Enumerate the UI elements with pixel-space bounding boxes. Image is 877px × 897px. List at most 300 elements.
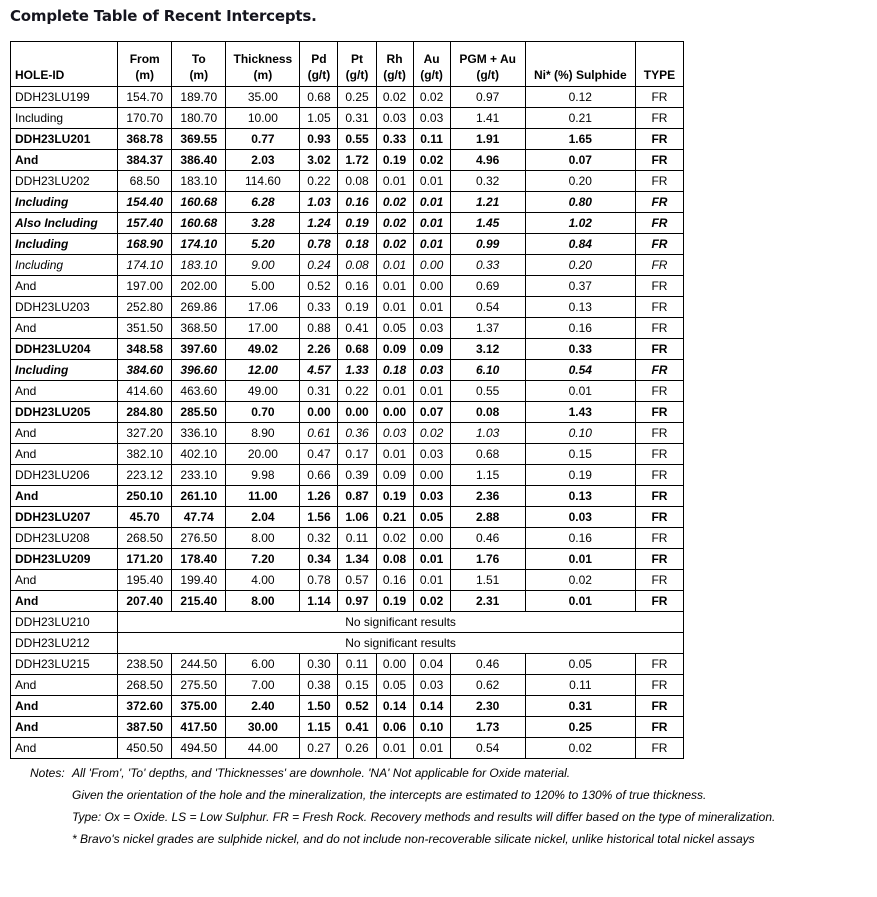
- table-cell: 2.36: [450, 486, 525, 507]
- table-cell: 20.00: [226, 444, 300, 465]
- note-line: [30, 810, 869, 824]
- table-cell: 0.14: [376, 696, 413, 717]
- table-cell: 0.05: [376, 675, 413, 696]
- table-cell: 0.11: [338, 528, 376, 549]
- table-cell: 0.97: [338, 591, 376, 612]
- table-cell: 178.40: [172, 549, 226, 570]
- notes-label-spacer: [30, 832, 72, 846]
- table-cell: 0.01: [413, 570, 450, 591]
- table-cell: 0.39: [338, 465, 376, 486]
- table-row: [11, 465, 684, 486]
- table-row: [11, 129, 684, 150]
- table-cell: 238.50: [118, 654, 172, 675]
- table-cell: 183.10: [172, 171, 226, 192]
- table-cell: 0.69: [450, 276, 525, 297]
- table-cell: 0.15: [338, 675, 376, 696]
- table-cell: 0.88: [300, 318, 338, 339]
- table-cell: FR: [635, 213, 683, 234]
- table-cell: 0.54: [450, 738, 525, 759]
- table-cell: 0.55: [450, 381, 525, 402]
- table-cell: 154.40: [118, 192, 172, 213]
- notes-label: Notes:: [30, 766, 65, 780]
- table-cell: 1.02: [525, 213, 635, 234]
- table-cell: 0.09: [376, 465, 413, 486]
- table-row: [11, 171, 684, 192]
- table-row: [11, 528, 684, 549]
- table-cell: 0.31: [525, 696, 635, 717]
- table-cell: 1.21: [450, 192, 525, 213]
- table-cell: 1.72: [338, 150, 376, 171]
- table-cell: DDH23LU212: [11, 633, 118, 654]
- column-header: From (m): [118, 42, 172, 87]
- table-cell: FR: [635, 318, 683, 339]
- table-cell: 0.99: [450, 234, 525, 255]
- table-cell: 368.50: [172, 318, 226, 339]
- table-cell: 0.19: [376, 591, 413, 612]
- table-cell: 1.03: [300, 192, 338, 213]
- table-cell: 202.00: [172, 276, 226, 297]
- table-cell: DDH23LU203: [11, 297, 118, 318]
- table-cell: 17.00: [226, 318, 300, 339]
- table-cell: 0.80: [525, 192, 635, 213]
- table-cell: 275.50: [172, 675, 226, 696]
- table-cell: 0.16: [376, 570, 413, 591]
- table-cell: 252.80: [118, 297, 172, 318]
- table-cell: 0.46: [450, 528, 525, 549]
- note-text: Given the orientation of the hole and the mineralization, the intercepts are estimated to 120% to 130% of true thickness.: [72, 788, 707, 802]
- table-cell: 276.50: [172, 528, 226, 549]
- table-cell: 1.15: [300, 717, 338, 738]
- notes-section: [30, 766, 869, 846]
- table-cell: 0.01: [376, 738, 413, 759]
- table-cell: FR: [635, 234, 683, 255]
- table-cell: 6.28: [226, 192, 300, 213]
- table-cell: 0.16: [338, 276, 376, 297]
- table-row: [11, 108, 684, 129]
- table-cell: And: [11, 591, 118, 612]
- table-row: [11, 612, 684, 633]
- table-row: [11, 444, 684, 465]
- table-cell: 0.02: [413, 87, 450, 108]
- table-cell: 1.41: [450, 108, 525, 129]
- table-cell: 494.50: [172, 738, 226, 759]
- notes-label-spacer: [30, 788, 72, 802]
- table-body: [11, 87, 684, 759]
- table-cell: 351.50: [118, 318, 172, 339]
- table-cell: 397.60: [172, 339, 226, 360]
- table-cell: 0.00: [376, 654, 413, 675]
- table-cell: 180.70: [172, 108, 226, 129]
- table-cell: Including: [11, 192, 118, 213]
- table-cell: 0.78: [300, 234, 338, 255]
- table-cell: 0.17: [338, 444, 376, 465]
- table-row: [11, 717, 684, 738]
- table-cell: 0.02: [413, 591, 450, 612]
- table-cell: 0.01: [413, 297, 450, 318]
- table-cell: 0.05: [413, 507, 450, 528]
- table-cell: DDH23LU199: [11, 87, 118, 108]
- table-cell: 0.93: [300, 129, 338, 150]
- column-header: Thickness (m): [226, 42, 300, 87]
- table-cell: And: [11, 570, 118, 591]
- table-cell: 0.06: [376, 717, 413, 738]
- table-cell: 387.50: [118, 717, 172, 738]
- table-cell: 0.03: [376, 423, 413, 444]
- table-cell: 382.10: [118, 444, 172, 465]
- table-cell: 0.22: [300, 171, 338, 192]
- table-cell: FR: [635, 381, 683, 402]
- table-cell: 1.26: [300, 486, 338, 507]
- table-cell: 0.02: [525, 570, 635, 591]
- table-cell: FR: [635, 465, 683, 486]
- column-header: PGM + Au (g/t): [450, 42, 525, 87]
- table-cell: DDH23LU206: [11, 465, 118, 486]
- table-cell: And: [11, 675, 118, 696]
- table-cell: 0.32: [300, 528, 338, 549]
- table-cell: DDH23LU205: [11, 402, 118, 423]
- table-cell: 3.12: [450, 339, 525, 360]
- table-cell: 463.60: [172, 381, 226, 402]
- table-cell: FR: [635, 87, 683, 108]
- table-row: [11, 507, 684, 528]
- note-text: Type: Ox = Oxide. LS = Low Sulphur. FR = Fresh Rock. Recovery methods and results will differ based on the type of mineralization.: [72, 810, 776, 824]
- table-cell: 0.41: [338, 717, 376, 738]
- table-cell: 35.00: [226, 87, 300, 108]
- table-cell: 0.01: [413, 381, 450, 402]
- table-cell: 0.01: [413, 234, 450, 255]
- table-cell: 233.10: [172, 465, 226, 486]
- table-cell: 8.90: [226, 423, 300, 444]
- table-cell: FR: [635, 486, 683, 507]
- table-cell: 0.09: [376, 339, 413, 360]
- table-cell: 0.01: [525, 591, 635, 612]
- table-cell: 0.52: [338, 696, 376, 717]
- table-cell: 369.55: [172, 129, 226, 150]
- table-cell: 0.03: [413, 318, 450, 339]
- table-row: [11, 423, 684, 444]
- table-cell: FR: [635, 360, 683, 381]
- table-cell: 0.70: [226, 402, 300, 423]
- table-cell: FR: [635, 192, 683, 213]
- table-cell: 0.00: [413, 255, 450, 276]
- table-cell: 0.16: [525, 528, 635, 549]
- table-cell: And: [11, 717, 118, 738]
- table-cell: 0.01: [376, 444, 413, 465]
- table-cell: 1.33: [338, 360, 376, 381]
- column-header: Pt (g/t): [338, 42, 376, 87]
- table-cell: 0.19: [376, 150, 413, 171]
- table-cell: DDH23LU201: [11, 129, 118, 150]
- table-cell: DDH23LU210: [11, 612, 118, 633]
- table-row: [11, 381, 684, 402]
- table-cell: 0.00: [300, 402, 338, 423]
- table-cell: 0.01: [413, 171, 450, 192]
- table-cell: 10.00: [226, 108, 300, 129]
- column-header: Ni* (%) Sulphide: [525, 42, 635, 87]
- table-cell: 0.09: [413, 339, 450, 360]
- table-row: [11, 192, 684, 213]
- table-cell: 348.58: [118, 339, 172, 360]
- table-cell: 0.33: [525, 339, 635, 360]
- table-cell: 197.00: [118, 276, 172, 297]
- table-cell: 160.68: [172, 213, 226, 234]
- table-cell: 0.13: [525, 486, 635, 507]
- table-header: [11, 42, 684, 87]
- table-cell: 1.45: [450, 213, 525, 234]
- table-row: [11, 486, 684, 507]
- table-cell: 1.05: [300, 108, 338, 129]
- table-cell: 0.22: [338, 381, 376, 402]
- table-header-row: [11, 42, 684, 87]
- table-cell: 0.02: [376, 528, 413, 549]
- column-header: To (m): [172, 42, 226, 87]
- table-cell: 2.31: [450, 591, 525, 612]
- table-cell: 12.00: [226, 360, 300, 381]
- table-cell: 4.96: [450, 150, 525, 171]
- table-row: [11, 213, 684, 234]
- table-cell: 0.66: [300, 465, 338, 486]
- table-cell: 0.02: [376, 87, 413, 108]
- table-cell: 0.62: [450, 675, 525, 696]
- table-row: [11, 234, 684, 255]
- table-cell: 0.32: [450, 171, 525, 192]
- table-cell: FR: [635, 402, 683, 423]
- table-cell: 0.24: [300, 255, 338, 276]
- table-cell: FR: [635, 717, 683, 738]
- table-cell: And: [11, 444, 118, 465]
- table-row: [11, 654, 684, 675]
- table-cell: 0.33: [376, 129, 413, 150]
- table-cell: 4.00: [226, 570, 300, 591]
- table-cell: 1.14: [300, 591, 338, 612]
- table-cell: 1.76: [450, 549, 525, 570]
- intercepts-table: [10, 41, 684, 759]
- table-cell: 68.50: [118, 171, 172, 192]
- table-cell: 261.10: [172, 486, 226, 507]
- table-cell: 0.19: [338, 297, 376, 318]
- table-row: [11, 87, 684, 108]
- table-cell: 0.05: [376, 318, 413, 339]
- table-cell: 0.02: [376, 213, 413, 234]
- table-cell: 0.52: [300, 276, 338, 297]
- table-cell: 0.03: [413, 360, 450, 381]
- table-cell: 0.26: [338, 738, 376, 759]
- table-cell: 199.40: [172, 570, 226, 591]
- table-cell: 0.10: [413, 717, 450, 738]
- table-cell: FR: [635, 507, 683, 528]
- table-cell: 0.68: [450, 444, 525, 465]
- table-cell: 0.12: [525, 87, 635, 108]
- table-cell: 402.10: [172, 444, 226, 465]
- table-cell: 1.91: [450, 129, 525, 150]
- table-cell: 223.12: [118, 465, 172, 486]
- table-cell: 268.50: [118, 528, 172, 549]
- table-cell: 2.03: [226, 150, 300, 171]
- table-cell: FR: [635, 591, 683, 612]
- table-cell: 0.34: [300, 549, 338, 570]
- table-cell: 0.16: [338, 192, 376, 213]
- table-cell: 0.00: [376, 402, 413, 423]
- table-cell: 0.21: [376, 507, 413, 528]
- table-cell: 0.07: [525, 150, 635, 171]
- table-cell: 174.10: [118, 255, 172, 276]
- table-row: [11, 150, 684, 171]
- table-cell: Including: [11, 360, 118, 381]
- table-cell: 0.33: [300, 297, 338, 318]
- table-cell: 30.00: [226, 717, 300, 738]
- table-row: [11, 297, 684, 318]
- no-significant-results-cell: No significant results: [118, 633, 684, 654]
- table-cell: 1.50: [300, 696, 338, 717]
- table-cell: 0.37: [525, 276, 635, 297]
- table-cell: 0.47: [300, 444, 338, 465]
- table-cell: 2.04: [226, 507, 300, 528]
- notes-label-spacer: [30, 810, 72, 824]
- table-cell: 450.50: [118, 738, 172, 759]
- table-cell: 0.11: [525, 675, 635, 696]
- table-cell: 0.01: [525, 381, 635, 402]
- table-cell: 0.02: [376, 192, 413, 213]
- table-cell: 396.60: [172, 360, 226, 381]
- table-cell: And: [11, 276, 118, 297]
- table-cell: FR: [635, 129, 683, 150]
- table-cell: FR: [635, 171, 683, 192]
- table-cell: 414.60: [118, 381, 172, 402]
- note-line: [30, 832, 869, 846]
- table-cell: 0.10: [525, 423, 635, 444]
- table-cell: 0.01: [376, 255, 413, 276]
- table-cell: DDH23LU204: [11, 339, 118, 360]
- table-cell: 0.08: [338, 255, 376, 276]
- table-cell: 269.86: [172, 297, 226, 318]
- table-cell: 0.00: [413, 528, 450, 549]
- table-cell: 0.01: [376, 276, 413, 297]
- table-cell: 1.56: [300, 507, 338, 528]
- table-cell: 368.78: [118, 129, 172, 150]
- note-line: [30, 766, 869, 780]
- table-cell: 0.54: [525, 360, 635, 381]
- table-cell: 0.19: [338, 213, 376, 234]
- table-cell: 1.15: [450, 465, 525, 486]
- table-cell: 1.43: [525, 402, 635, 423]
- table-cell: 114.60: [226, 171, 300, 192]
- table-cell: 0.02: [413, 150, 450, 171]
- table-cell: 0.38: [300, 675, 338, 696]
- table-cell: 170.70: [118, 108, 172, 129]
- table-cell: 11.00: [226, 486, 300, 507]
- table-cell: And: [11, 150, 118, 171]
- table-cell: 1.65: [525, 129, 635, 150]
- table-row: [11, 675, 684, 696]
- table-row: [11, 360, 684, 381]
- table-cell: 9.98: [226, 465, 300, 486]
- table-cell: 8.00: [226, 528, 300, 549]
- table-cell: FR: [635, 528, 683, 549]
- table-cell: 0.03: [413, 108, 450, 129]
- table-cell: 49.02: [226, 339, 300, 360]
- table-cell: 384.37: [118, 150, 172, 171]
- table-cell: 0.08: [376, 549, 413, 570]
- table-cell: 0.01: [525, 549, 635, 570]
- table-cell: 0.08: [450, 402, 525, 423]
- table-cell: 3.28: [226, 213, 300, 234]
- column-header: Rh (g/t): [376, 42, 413, 87]
- table-cell: 1.73: [450, 717, 525, 738]
- column-header: HOLE-ID: [11, 42, 118, 87]
- table-cell: FR: [635, 276, 683, 297]
- table-cell: 0.08: [338, 171, 376, 192]
- table-cell: 0.01: [413, 192, 450, 213]
- table-cell: 284.80: [118, 402, 172, 423]
- table-cell: 327.20: [118, 423, 172, 444]
- table-cell: 0.31: [338, 108, 376, 129]
- table-cell: 0.01: [413, 213, 450, 234]
- table-cell: 0.11: [338, 654, 376, 675]
- table-row: [11, 402, 684, 423]
- table-cell: And: [11, 696, 118, 717]
- table-cell: 0.31: [300, 381, 338, 402]
- table-cell: 8.00: [226, 591, 300, 612]
- table-cell: 174.10: [172, 234, 226, 255]
- table-cell: 0.77: [226, 129, 300, 150]
- table-cell: 189.70: [172, 87, 226, 108]
- table-cell: 2.40: [226, 696, 300, 717]
- table-cell: 157.40: [118, 213, 172, 234]
- table-cell: Including: [11, 234, 118, 255]
- table-cell: 4.57: [300, 360, 338, 381]
- table-cell: 0.02: [376, 234, 413, 255]
- column-header: TYPE: [635, 42, 683, 87]
- table-cell: 0.41: [338, 318, 376, 339]
- table-cell: 336.10: [172, 423, 226, 444]
- table-cell: FR: [635, 255, 683, 276]
- table-row: [11, 255, 684, 276]
- table-cell: Also Including: [11, 213, 118, 234]
- table-cell: And: [11, 423, 118, 444]
- table-cell: 0.01: [413, 738, 450, 759]
- table-cell: 0.33: [450, 255, 525, 276]
- table-cell: 0.57: [338, 570, 376, 591]
- table-cell: 0.97: [450, 87, 525, 108]
- table-cell: 0.01: [376, 171, 413, 192]
- table-cell: 375.00: [172, 696, 226, 717]
- table-row: [11, 339, 684, 360]
- table-cell: 1.51: [450, 570, 525, 591]
- table-cell: And: [11, 381, 118, 402]
- table-cell: 7.00: [226, 675, 300, 696]
- table-cell: 250.10: [118, 486, 172, 507]
- page-title: Complete Table of Recent Intercepts.: [10, 7, 317, 25]
- table-cell: 244.50: [172, 654, 226, 675]
- note-text: * Bravo's nickel grades are sulphide nickel, and do not include non-recoverable silicate nickel, unlike historical total nickel assays: [72, 832, 755, 846]
- table-cell: 0.25: [525, 717, 635, 738]
- table-cell: 0.05: [525, 654, 635, 675]
- table-cell: 0.84: [525, 234, 635, 255]
- table-cell: Including: [11, 255, 118, 276]
- table-cell: Including: [11, 108, 118, 129]
- table-row: [11, 696, 684, 717]
- table-cell: 0.03: [376, 108, 413, 129]
- table-cell: 168.90: [118, 234, 172, 255]
- table-cell: 0.14: [413, 696, 450, 717]
- table-cell: 3.02: [300, 150, 338, 171]
- table-cell: 384.60: [118, 360, 172, 381]
- table-cell: And: [11, 486, 118, 507]
- table-row: [11, 591, 684, 612]
- no-significant-results-cell: No significant results: [118, 612, 684, 633]
- table-cell: 6.10: [450, 360, 525, 381]
- note-text: All 'From', 'To' depths, and 'Thicknesses' are downhole. 'NA' Not applicable for Oxide material.: [72, 766, 571, 780]
